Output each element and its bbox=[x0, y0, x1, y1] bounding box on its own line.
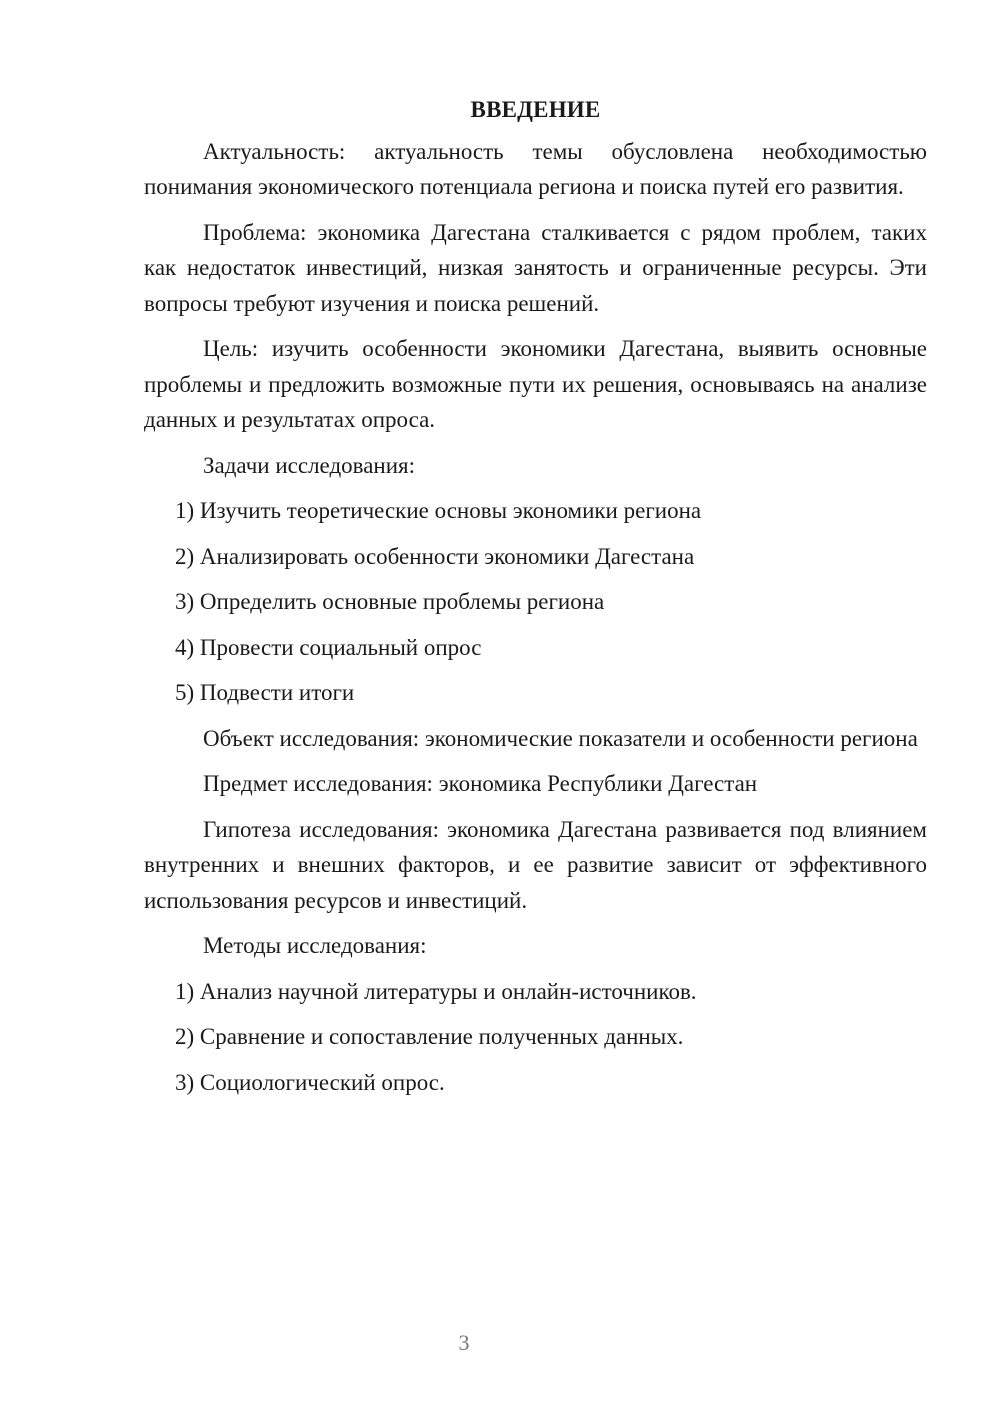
section-title: ВВЕДЕНИЕ bbox=[470, 97, 601, 122]
method-item-1: 1) Анализ научной литературы и онлайн-источников. bbox=[175, 978, 697, 1004]
relevance-paragraph: Актуальность: актуальность темы обусловлена необходимостью понимания экономического потенциала региона и поиска путей его развития. bbox=[144, 138, 927, 199]
methods-heading: Методы исследования: bbox=[203, 933, 427, 958]
task-item-3: 3) Определить основные проблемы региона bbox=[175, 589, 605, 614]
goal-paragraph: Цель: изучить особенности экономики Дагестана, выявить основные проблемы и предложить возможные пути их решения, основываясь на анализе данных и результатах опроса. bbox=[144, 336, 927, 432]
page-content bbox=[144, 92, 927, 1110]
hypothesis-paragraph: Гипотеза исследования: экономика Дагестана развивается под влиянием внутренних и внешних факторов, и ее развитие зависит от эффективного использования ресурсов и инвестиций. bbox=[144, 816, 927, 913]
method-item-3: 3) Социологический опрос. bbox=[175, 1069, 445, 1095]
method-item-2: 2) Сравнение и сопоставление полученных данных. bbox=[175, 1024, 684, 1049]
page-number: 3 bbox=[458, 1330, 470, 1355]
task-item-2: 2) Анализировать особенности экономики Дагестана bbox=[175, 543, 695, 569]
tasks-heading: Задачи исследования: bbox=[203, 452, 416, 478]
subject-paragraph: Предмет исследования: экономика Республики Дагестан bbox=[203, 771, 758, 796]
object-paragraph: Объект исследования: экономические показатели и особенности региона bbox=[203, 725, 918, 751]
task-item-5: 5) Подвести итоги bbox=[175, 680, 355, 705]
problem-paragraph: Проблема: экономика Дагестана сталкивается с рядом проблем, таких как недостаток инвестиций, низкая занятость и ограниченные ресурсы. Эти вопросы требуют изучения и поиска решений. bbox=[144, 219, 927, 316]
task-item-4: 4) Провести социальный опрос bbox=[175, 634, 482, 660]
task-item-1: 1) Изучить теоретические основы экономики региона bbox=[175, 498, 702, 523]
